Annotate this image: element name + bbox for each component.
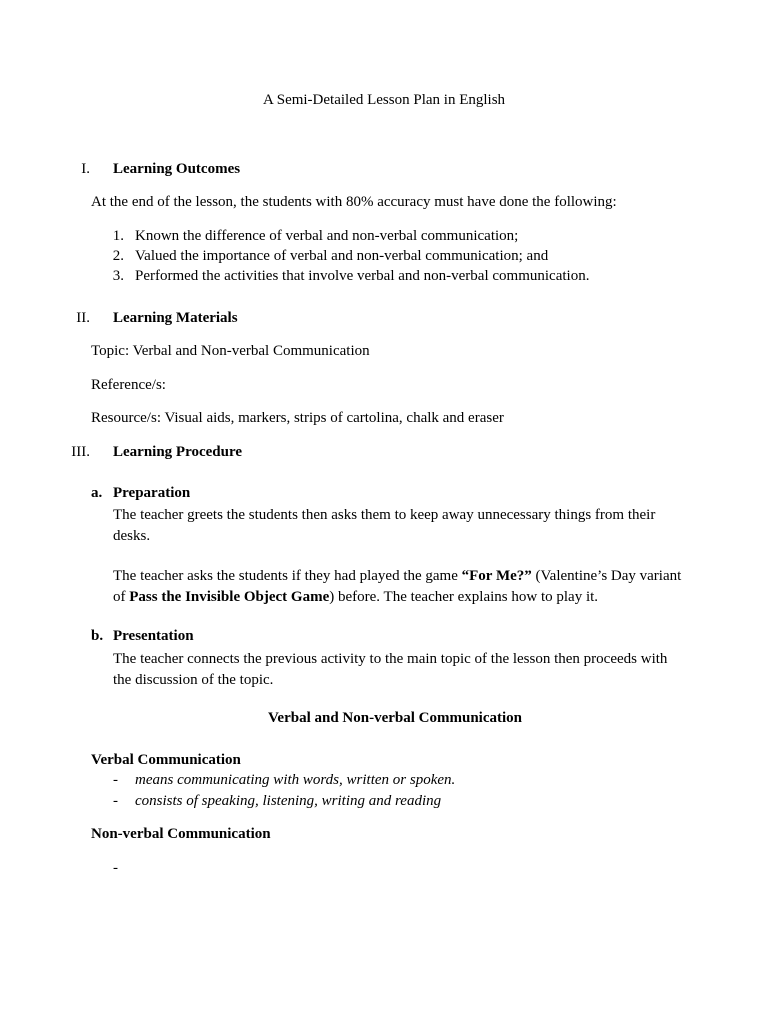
section-1-heading: Learning Outcomes [113, 161, 241, 177]
subsection-b-heading: Presentation [113, 628, 194, 644]
section-1-number: I. [81, 161, 90, 177]
document-title: A Semi-Detailed Lesson Plan in English [262, 92, 506, 108]
outcome-3-number: 3. [112, 268, 124, 284]
materials-reference: Reference/s: [91, 377, 166, 393]
section-2-heading: Learning Materials [113, 310, 238, 326]
preparation-p2-mid: (Valentine’s Day variant of [113, 568, 682, 605]
section-2-number: II. [76, 310, 90, 326]
presentation-paragraph-1: The teacher connects the previous activity to the main topic of the lesson then proceeds with the discussion of the topic. [113, 651, 668, 688]
outcome-3-text: Performed the activities that involve verbal and non-verbal communication. [135, 268, 590, 284]
section-3-number: III. [71, 444, 90, 460]
subsection-a-heading: Preparation [113, 485, 191, 501]
verbal-bullet-2-text: consists of speaking, listening, writing and reading [135, 793, 442, 809]
subsection-b-label: b. [91, 628, 104, 644]
game-name-for-me: “For Me?” [461, 568, 532, 584]
verbal-bullet-1-dash: - [113, 772, 118, 788]
verbal-communication-heading: Verbal Communication [91, 752, 241, 768]
game-name-invisible-object: Pass the Invisible Object Game [129, 589, 330, 605]
preparation-p2-post: ) before. The teacher explains how to play it. [329, 589, 599, 605]
nonverbal-bullet-dash: - [113, 860, 118, 876]
section-1-intro: At the end of the lesson, the students with 80% accuracy must have done the following: [91, 194, 617, 210]
verbal-bullet-2-dash: - [113, 793, 118, 809]
topic-center-heading: Verbal and Non-verbal Communication [267, 710, 523, 726]
preparation-p2-pre: The teacher asks the students if they had played the game [113, 568, 462, 584]
outcome-2-number: 2. [112, 248, 124, 264]
outcome-1-text: Known the difference of verbal and non-verbal communication; [135, 228, 519, 244]
nonverbal-communication-heading: Non-verbal Communication [91, 826, 271, 842]
preparation-paragraph-2 [113, 566, 683, 608]
outcome-2-text: Valued the importance of verbal and non-verbal communication; and [135, 248, 549, 264]
materials-resource: Resource/s: Visual aids, markers, strips of cartolina, chalk and eraser [91, 410, 504, 426]
section-3-heading: Learning Procedure [113, 444, 243, 460]
outcome-1-number: 1. [112, 228, 124, 244]
subsection-a-label: a. [91, 485, 103, 501]
verbal-bullet-1-text: means communicating with words, written or spoken. [135, 772, 456, 788]
preparation-paragraph-1: The teacher greets the students then asks them to keep away unnecessary things from their desks. [113, 507, 656, 544]
materials-topic: Topic: Verbal and Non-verbal Communication [91, 343, 370, 359]
